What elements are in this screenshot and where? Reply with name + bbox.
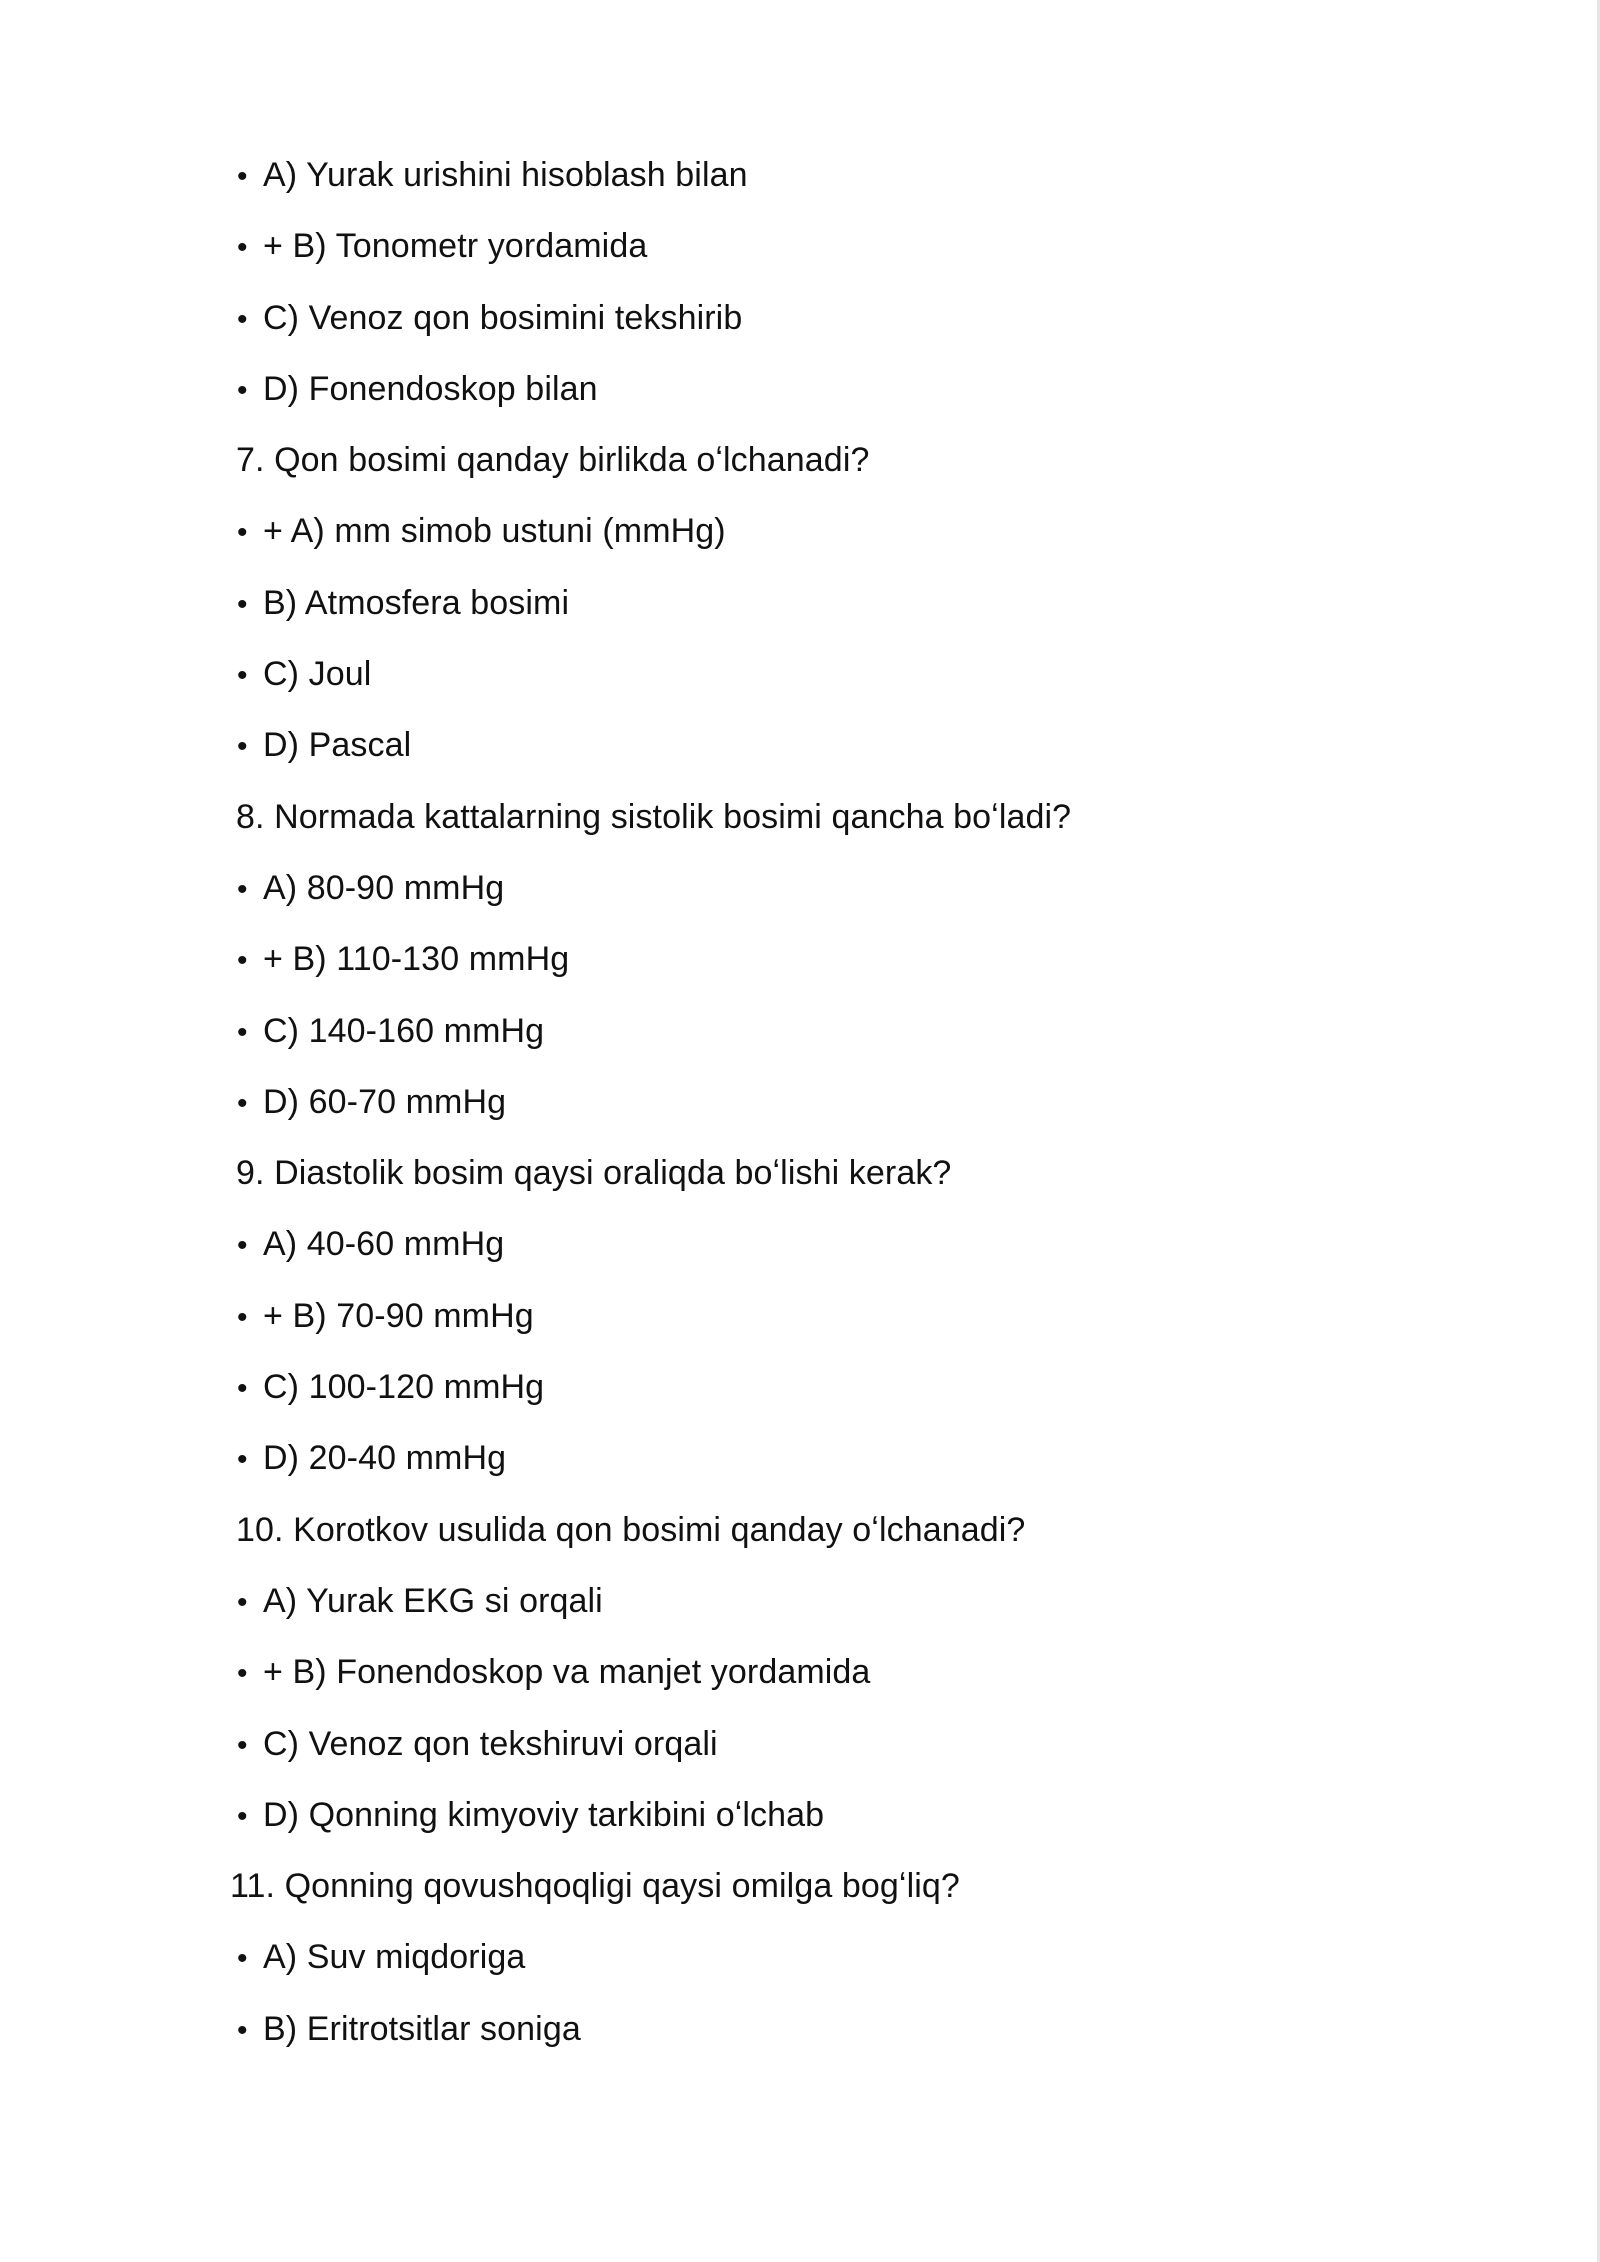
answer-option-text: + B) 110-130 mmHg xyxy=(263,940,570,979)
question-text xyxy=(230,1859,1380,1930)
bullet-icon: • xyxy=(237,516,248,550)
bullet-icon: • xyxy=(237,1799,248,1833)
answer-option xyxy=(230,1217,1380,1288)
answer-option xyxy=(230,647,1380,718)
question-label: 8. Normada kattalarning sistolik bosimi qancha boʻladi? xyxy=(236,797,1072,836)
answer-option xyxy=(230,932,1380,1003)
answer-option-text: C) 100-120 mmHg xyxy=(263,1368,545,1407)
answer-option-text: D) Fonendoskop bilan xyxy=(263,369,598,408)
answer-option xyxy=(230,1574,1380,1645)
question-text xyxy=(230,790,1380,861)
answer-option-text: + B) 70-90 mmHg xyxy=(263,1296,534,1335)
answer-option xyxy=(230,362,1380,433)
bullet-icon: • xyxy=(237,659,248,693)
question-text xyxy=(230,1146,1380,1217)
bullet-icon: • xyxy=(237,1229,248,1263)
bullet-icon: • xyxy=(237,1585,248,1619)
answer-option-text: D) Pascal xyxy=(263,726,412,765)
bullet-icon: • xyxy=(237,1728,248,1762)
bullet-icon: • xyxy=(237,160,248,193)
bullet-icon: • xyxy=(237,373,248,407)
question-label: 11. Qonning qovushqoqligi qaysi omilga bogʻliq? xyxy=(230,1867,960,1906)
answer-option xyxy=(230,1788,1380,1859)
bullet-icon: • xyxy=(237,1086,248,1120)
bullet-icon: • xyxy=(237,231,248,265)
question-label: 7. Qon bosimi qanday birlikda oʻlchanadi? xyxy=(236,441,870,480)
bullet-icon: • xyxy=(237,1443,248,1477)
answer-option-text: + B) Tonometr yordamida xyxy=(263,227,648,266)
answer-option xyxy=(230,291,1380,362)
answer-option-text: A) Suv miqdoriga xyxy=(263,1938,526,1977)
bullet-icon: • xyxy=(237,730,248,764)
question-text xyxy=(230,433,1380,504)
answer-option-text: D) Qonning kimyoviy tarkibini oʻlchab xyxy=(263,1795,825,1834)
answer-option-text: B) Eritrotsitlar soniga xyxy=(263,2009,581,2048)
bullet-icon: • xyxy=(237,1300,248,1334)
bullet-icon: • xyxy=(237,1372,248,1406)
answer-option-text: + B) Fonendoskop va manjet yordamida xyxy=(263,1653,871,1692)
answer-option xyxy=(230,1360,1380,1431)
answer-option-text: + A) mm simob ustuni (mmHg) xyxy=(263,512,726,551)
answer-option-text: C) Venoz qon bosimini tekshirib xyxy=(263,298,743,337)
answer-option xyxy=(230,1004,1380,1075)
answer-option xyxy=(230,1645,1380,1716)
answer-option xyxy=(230,718,1380,789)
answer-option-text: B) Atmosfera bosimi xyxy=(263,583,570,622)
question-text xyxy=(230,1503,1380,1574)
answer-option xyxy=(230,1075,1380,1146)
question-list xyxy=(230,148,1380,2073)
answer-option-text: A) 80-90 mmHg xyxy=(263,868,505,907)
bullet-icon: • xyxy=(237,1657,248,1691)
answer-option xyxy=(230,1930,1380,2001)
answer-option xyxy=(230,1717,1380,1788)
bullet-icon: • xyxy=(237,944,248,978)
answer-option xyxy=(230,2002,1380,2073)
answer-option-text: A) Yurak EKG si orqali xyxy=(263,1581,603,1620)
bullet-icon: • xyxy=(237,302,248,336)
answer-option-text: D) 60-70 mmHg xyxy=(263,1082,507,1121)
question-label: 9. Diastolik bosim qaysi oraliqda boʻlishi kerak? xyxy=(236,1154,952,1193)
answer-option-text: D) 20-40 mmHg xyxy=(263,1439,507,1478)
answer-option xyxy=(230,219,1380,290)
bullet-icon: • xyxy=(237,872,248,906)
answer-option-text: C) 140-160 mmHg xyxy=(263,1011,545,1050)
answer-option xyxy=(230,504,1380,575)
question-label: 10. Korotkov usulida qon bosimi qanday oʻlchanadi? xyxy=(236,1510,1026,1549)
bullet-icon: • xyxy=(237,1942,248,1976)
bullet-icon: • xyxy=(237,2013,248,2047)
answer-option xyxy=(230,1289,1380,1360)
answer-option xyxy=(230,576,1380,647)
answer-option-text: A) 40-60 mmHg xyxy=(263,1225,505,1264)
answer-option xyxy=(230,1431,1380,1502)
answer-option xyxy=(230,861,1380,932)
answer-option-text: A) Yurak urishini hisoblash bilan xyxy=(263,156,748,194)
bullet-icon: • xyxy=(237,587,248,621)
answer-option-text: C) Venoz qon tekshiruvi orqali xyxy=(263,1724,718,1763)
answer-option-text: C) Joul xyxy=(263,655,372,694)
bullet-icon: • xyxy=(237,1015,248,1049)
answer-option xyxy=(230,148,1380,219)
